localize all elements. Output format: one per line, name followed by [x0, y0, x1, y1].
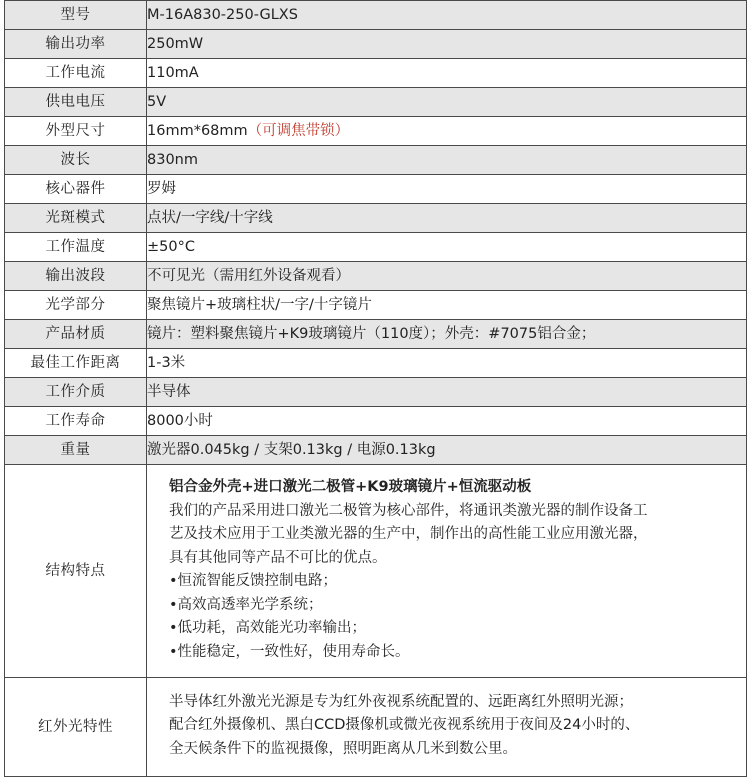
spec-row-optics — [5, 291, 747, 320]
spec-value: 半导体 — [147, 378, 747, 407]
spec-row-model — [5, 1, 747, 30]
structure-line: 具有其他同等产品不可比的优点。 — [169, 549, 387, 566]
spec-row-core — [5, 175, 747, 204]
spec-value: 激光器0.045kg / 支架0.13kg / 电源0.13kg — [147, 436, 747, 465]
structure-bullet: •性能稳定，一致性好，使用寿命长。 — [169, 643, 410, 660]
spec-table — [4, 0, 747, 777]
infrared-row — [5, 678, 747, 777]
spec-row-dimensions — [5, 117, 747, 146]
spec-value: 点状/一字线/十字线 — [147, 204, 747, 233]
spec-label: 光斑模式 — [5, 204, 147, 233]
spec-label: 光学部分 — [5, 291, 147, 320]
infrared-line: 半导体红外激光光源是专为红外夜视系统配置的、远距离红外照明光源； — [169, 693, 633, 710]
spec-value: 110mA — [147, 59, 747, 88]
structure-line: 我们的产品采用进口激光二极管为核心部件，将通讯类激光器的制作设备工 — [169, 502, 648, 519]
spec-label: 供电电压 — [5, 88, 147, 117]
spec-label: 重量 — [5, 436, 147, 465]
spec-row-wavelength — [5, 146, 747, 175]
spec-label: 输出功率 — [5, 30, 147, 59]
spec-label: 型号 — [5, 1, 147, 30]
structure-heading: 铝合金外壳+进口激光二极管+K9玻璃镜片+恒流驱动板 — [169, 479, 532, 495]
spec-label: 产品材质 — [5, 320, 147, 349]
spec-value: 镜片：塑料聚焦镜片+K9玻璃镜片（110度）；外壳：#7075铝合金； — [147, 320, 747, 349]
spec-value — [147, 117, 747, 146]
spec-label: 波长 — [5, 146, 147, 175]
structure-bullet: •恒流智能反馈控制电路； — [169, 573, 338, 589]
spec-label: 外型尺寸 — [5, 117, 147, 146]
infrared-label: 红外光特性 — [5, 678, 147, 777]
structure-bullet: •低功耗，高效能光功率输出； — [169, 620, 367, 636]
spec-row-temperature — [5, 233, 747, 262]
spec-value: 8000小时 — [147, 407, 747, 436]
spec-value: 830nm — [147, 146, 747, 175]
dimension-value: 16mm*68mm — [147, 123, 248, 139]
spec-value: 罗姆 — [147, 175, 747, 204]
infrared-line: 配合红外摄像机、黑白CCD摄像机或微光夜视系统用于夜间及24小时的、 — [169, 717, 640, 734]
infrared-content — [147, 678, 747, 777]
spec-label: 工作电流 — [5, 59, 147, 88]
spec-row-distance — [5, 349, 747, 378]
spec-row-voltage — [5, 88, 747, 117]
dimension-note: （可调焦带锁） — [247, 123, 350, 139]
structure-line: 艺及技术应用于工业类激光器的生产中，制作出的高性能工业应用激光器， — [169, 526, 648, 542]
spec-row-band — [5, 262, 747, 291]
structure-label: 结构特点 — [5, 465, 147, 678]
spec-value: 1-3米 — [147, 349, 747, 378]
structure-bullet: •高效高透率光学系统； — [169, 596, 323, 613]
spec-label: 核心器件 — [5, 175, 147, 204]
spec-label: 工作寿命 — [5, 407, 147, 436]
spec-row-weight — [5, 436, 747, 465]
spec-row-spot-mode — [5, 204, 747, 233]
spec-value: 不可见光（需用红外设备观看） — [147, 262, 747, 291]
structure-row — [5, 465, 747, 678]
spec-label: 工作温度 — [5, 233, 147, 262]
infrared-line: 全天候条件下的监视摄像，照明距离从几米到数公里。 — [169, 740, 517, 757]
structure-content — [147, 465, 747, 678]
spec-value: 5V — [147, 88, 747, 117]
spec-value: ±50°C — [147, 233, 747, 262]
spec-row-material — [5, 320, 747, 349]
spec-label: 工作介质 — [5, 378, 147, 407]
spec-value: 250mW — [147, 30, 747, 59]
spec-value: M-16A830-250-GLXS — [147, 1, 747, 30]
spec-label: 最佳工作距离 — [5, 349, 147, 378]
spec-row-lifetime — [5, 407, 747, 436]
spec-row-medium — [5, 378, 747, 407]
spec-label: 输出波段 — [5, 262, 147, 291]
spec-row-output-power — [5, 30, 747, 59]
spec-row-current — [5, 59, 747, 88]
spec-value: 聚焦镜片+玻璃柱状/一字/十字镜片 — [147, 291, 747, 320]
